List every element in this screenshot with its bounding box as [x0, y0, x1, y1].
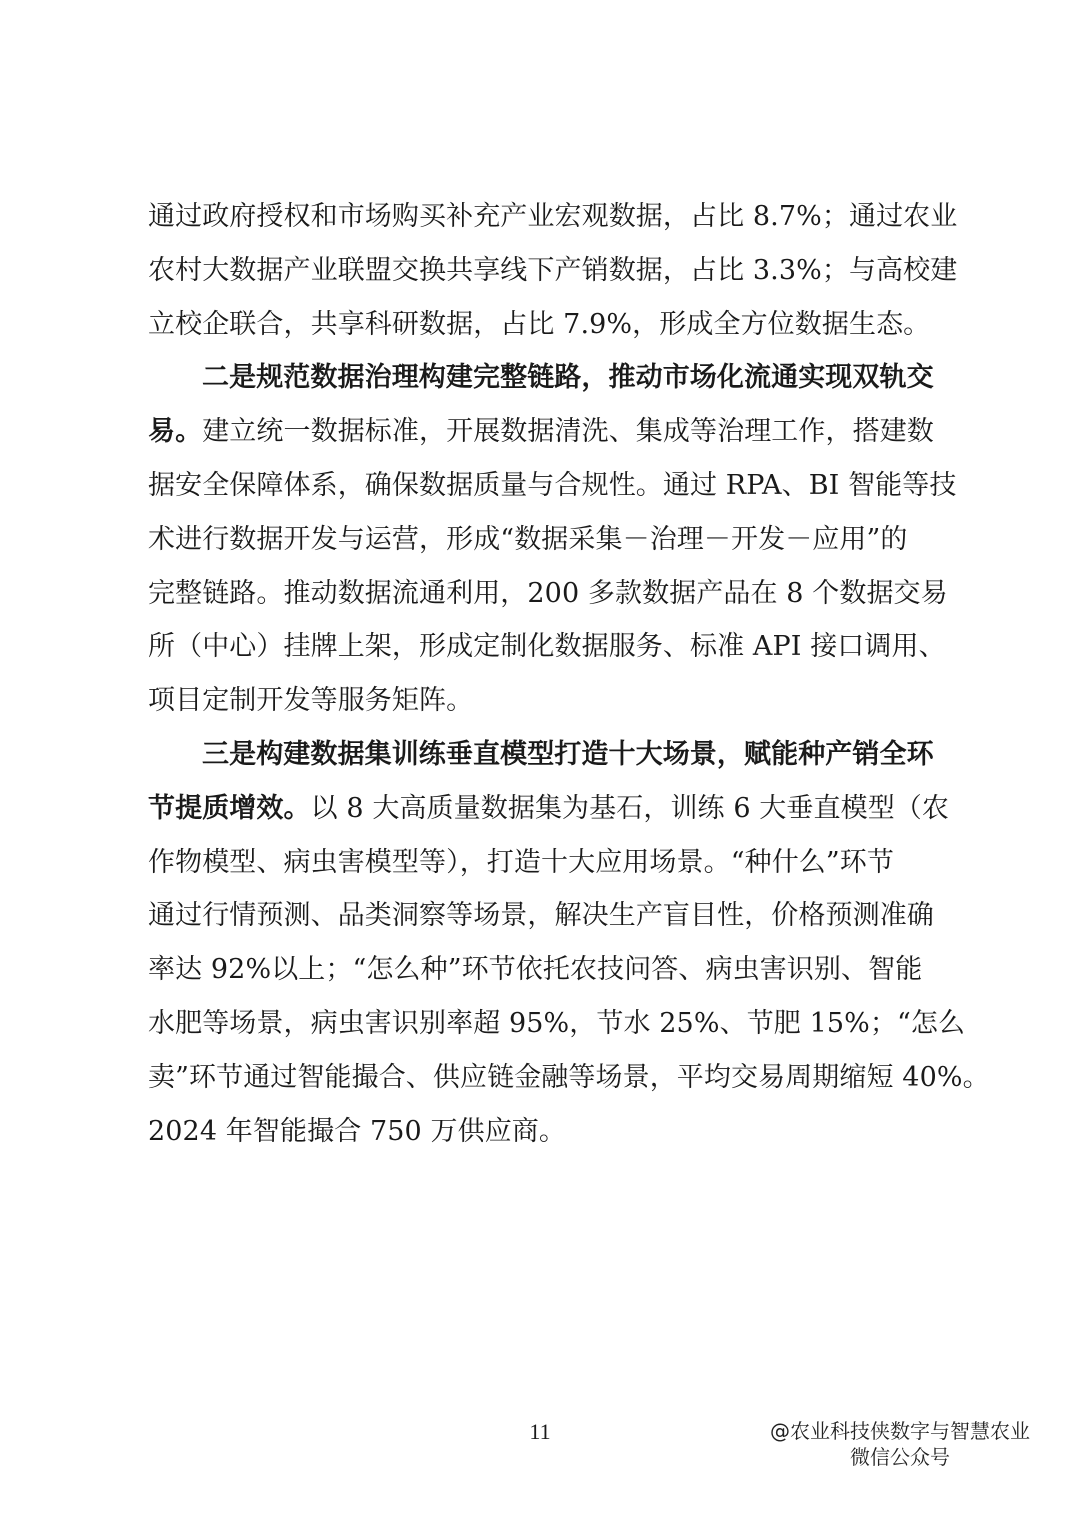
- section-heading-line: 二是规范数据治理构建完整链路，推动市场化流通实现双轨交: [202, 362, 934, 394]
- text-line: 水肥等场景，病虫害识别率超 95%，节水 25%、节肥 15%；“怎么: [148, 1007, 966, 1039]
- text-line: 通过行情预测、品类洞察等场景，解决生产盲目性，价格预测准确: [148, 900, 934, 932]
- text-line: 卖”环节通过智能撮合、供应链金融等场景，平均交易周期缩短 40%。: [148, 1061, 990, 1093]
- watermark-account: @农业科技侠数字与智慧农业: [770, 1419, 1030, 1443]
- watermark: [730, 1418, 1070, 1470]
- text-segment: 以 8 大高质量数据集为基石，训练 6 大垂直模型（农: [310, 792, 949, 824]
- text-line: 2024 年智能撮合 750 万供应商。: [148, 1115, 566, 1147]
- body-text: [148, 190, 990, 1158]
- text-line: 完整链路。推动数据流通利用，200 多款数据产品在 8 个数据交易: [148, 577, 948, 609]
- text-line: 项目定制开发等服务矩阵。: [148, 685, 474, 717]
- text-line: 率达 92%以上；“怎么种”环节依托农技问答、病虫害识别、智能: [148, 954, 923, 986]
- text-line: [148, 405, 948, 459]
- text-line: 所（中心）挂牌上架，形成定制化数据服务、标准 API 接口调用、: [148, 631, 946, 663]
- page-number: 11: [529, 1419, 551, 1444]
- text-line: 作物模型、病虫害模型等），打造十大应用场景。“种什么”环节: [148, 846, 895, 878]
- text-segment: 建立统一数据标准，开展数据清洗、集成等治理工作，搭建数: [202, 416, 934, 448]
- text-line: 立校企联合，共享科研数据，占比 7.9%，形成全方位数据生态。: [148, 308, 931, 340]
- text-line: 据安全保障体系，确保数据质量与合规性。通过 RPA、BI 智能等技: [148, 469, 957, 501]
- section-heading-line: 三是构建数据集训练垂直模型打造十大场景，赋能种产销全环: [202, 738, 934, 770]
- text-line: 术进行数据开发与运营，形成“数据采集－治理－开发－应用”的: [148, 523, 908, 555]
- text-line: 通过政府授权和市场购买补充产业宏观数据，占比 8.7%；通过农业: [148, 201, 958, 232]
- watermark-platform: 微信公众号: [850, 1445, 950, 1469]
- section-heading-end: 节提质增效。: [148, 792, 311, 824]
- text-line: [148, 782, 948, 836]
- text-line: 农村大数据产业联盟交换共享线下产销数据，占比 3.3%；与高校建: [148, 254, 958, 286]
- section-heading-end: 易。: [148, 416, 203, 448]
